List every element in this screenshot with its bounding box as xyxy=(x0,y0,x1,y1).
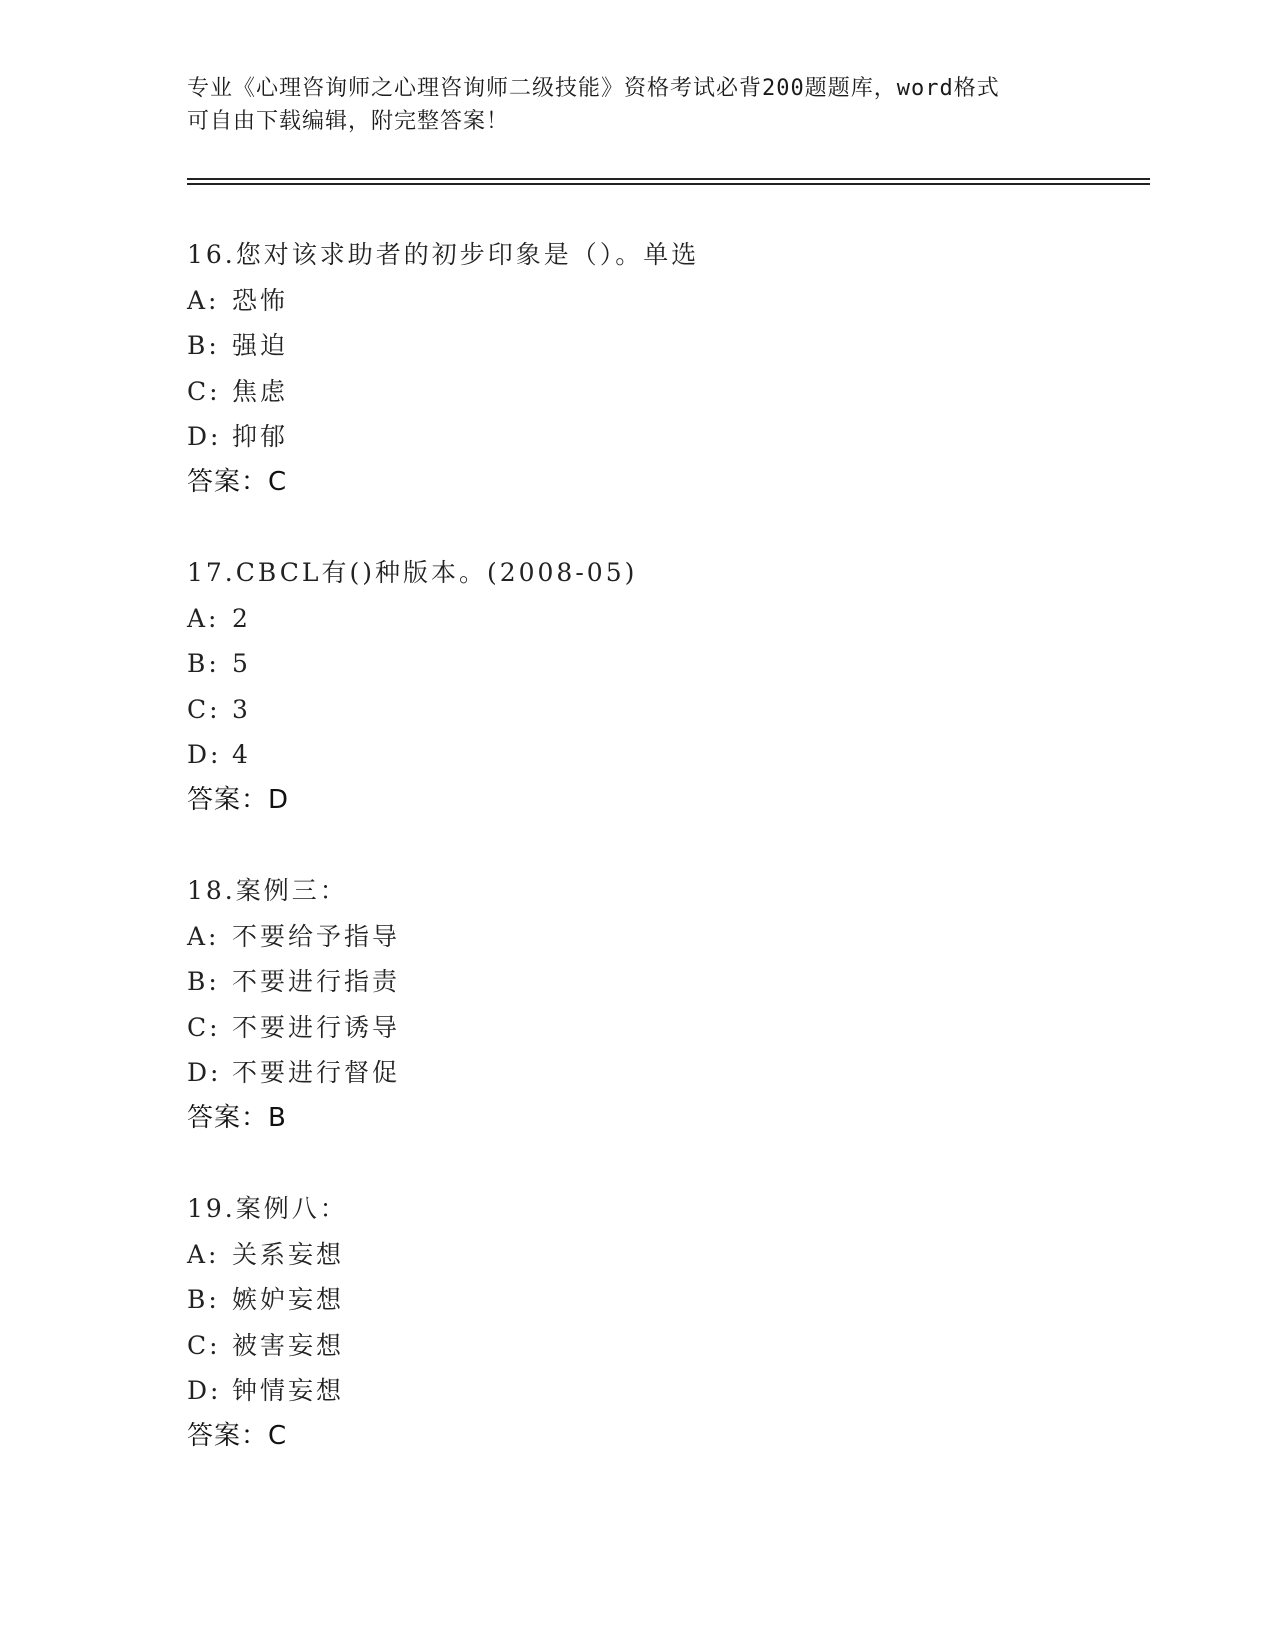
option-key: C: xyxy=(187,376,221,406)
option-c xyxy=(187,369,1147,415)
option-key: B: xyxy=(187,967,220,996)
option-text: 不要进行督促 xyxy=(232,1058,401,1087)
option-b xyxy=(187,1277,1147,1323)
header-divider-bottom xyxy=(187,183,1150,185)
answer-line: 答案：C xyxy=(187,1420,288,1451)
option-key: D: xyxy=(187,1058,222,1087)
option-d xyxy=(187,1050,1147,1096)
option-key: C: xyxy=(187,1330,221,1360)
option-a xyxy=(187,914,1147,960)
option-key: B: xyxy=(187,649,220,678)
option-key: D: xyxy=(187,740,222,769)
option-key: A: xyxy=(187,285,220,315)
option-key: A: xyxy=(187,603,220,633)
option-text: 5 xyxy=(232,649,251,678)
option-c xyxy=(187,1323,1147,1369)
option-b xyxy=(187,641,1147,687)
option-b xyxy=(187,959,1147,1005)
option-key: D: xyxy=(187,1376,222,1405)
question-18 xyxy=(187,868,1147,1186)
question-17 xyxy=(187,550,1147,868)
option-text: 4 xyxy=(232,740,251,769)
answer-line: 答案：C xyxy=(187,466,288,497)
question-list xyxy=(187,232,1147,1504)
option-a xyxy=(187,1232,1147,1278)
answer-line: 答案：B xyxy=(187,1102,287,1133)
option-key: B: xyxy=(187,1285,220,1314)
header-divider-top xyxy=(187,178,1150,180)
option-text: 3 xyxy=(232,694,251,724)
option-text: 恐怖 xyxy=(232,285,289,315)
option-a xyxy=(187,596,1147,642)
question-19 xyxy=(187,1186,1147,1504)
option-key: A: xyxy=(187,1239,220,1269)
option-text: 2 xyxy=(232,603,251,633)
option-d xyxy=(187,1368,1147,1414)
option-text: 抑郁 xyxy=(232,422,289,451)
option-c xyxy=(187,1005,1147,1051)
header-line-1: 专业《心理咨询师之心理咨询师二级技能》资格考试必背200题题库，word格式 xyxy=(187,76,1000,101)
option-key: C: xyxy=(187,694,221,724)
option-key: B: xyxy=(187,331,220,360)
option-text: 焦虑 xyxy=(232,376,289,406)
option-text: 强迫 xyxy=(232,331,289,360)
option-text: 关系妄想 xyxy=(232,1239,345,1269)
question-title: 16.您对该求助者的初步印象是（）。单选 xyxy=(187,240,700,269)
question-16 xyxy=(187,232,1147,550)
option-d xyxy=(187,732,1147,778)
answer-line: 答案：D xyxy=(187,784,290,815)
option-text: 不要给予指导 xyxy=(232,921,401,951)
option-text: 不要进行指责 xyxy=(232,967,401,996)
question-title: 17.CBCL有()种版本。(2008-05) xyxy=(187,558,638,587)
question-title: 19.案例八： xyxy=(187,1194,348,1223)
option-a xyxy=(187,278,1147,324)
option-key: D: xyxy=(187,422,222,451)
option-key: A: xyxy=(187,921,220,951)
option-d xyxy=(187,414,1147,460)
header-line-2: 可自由下载编辑，附完整答案！ xyxy=(187,109,510,134)
option-text: 被害妄想 xyxy=(232,1330,345,1360)
option-b xyxy=(187,323,1147,369)
option-text: 嫉妒妄想 xyxy=(232,1285,345,1314)
option-c xyxy=(187,687,1147,733)
option-text: 不要进行诱导 xyxy=(232,1012,401,1042)
question-title: 18.案例三： xyxy=(187,876,348,905)
document-header xyxy=(187,72,1087,138)
option-key: C: xyxy=(187,1012,221,1042)
option-text: 钟情妄想 xyxy=(232,1376,345,1405)
